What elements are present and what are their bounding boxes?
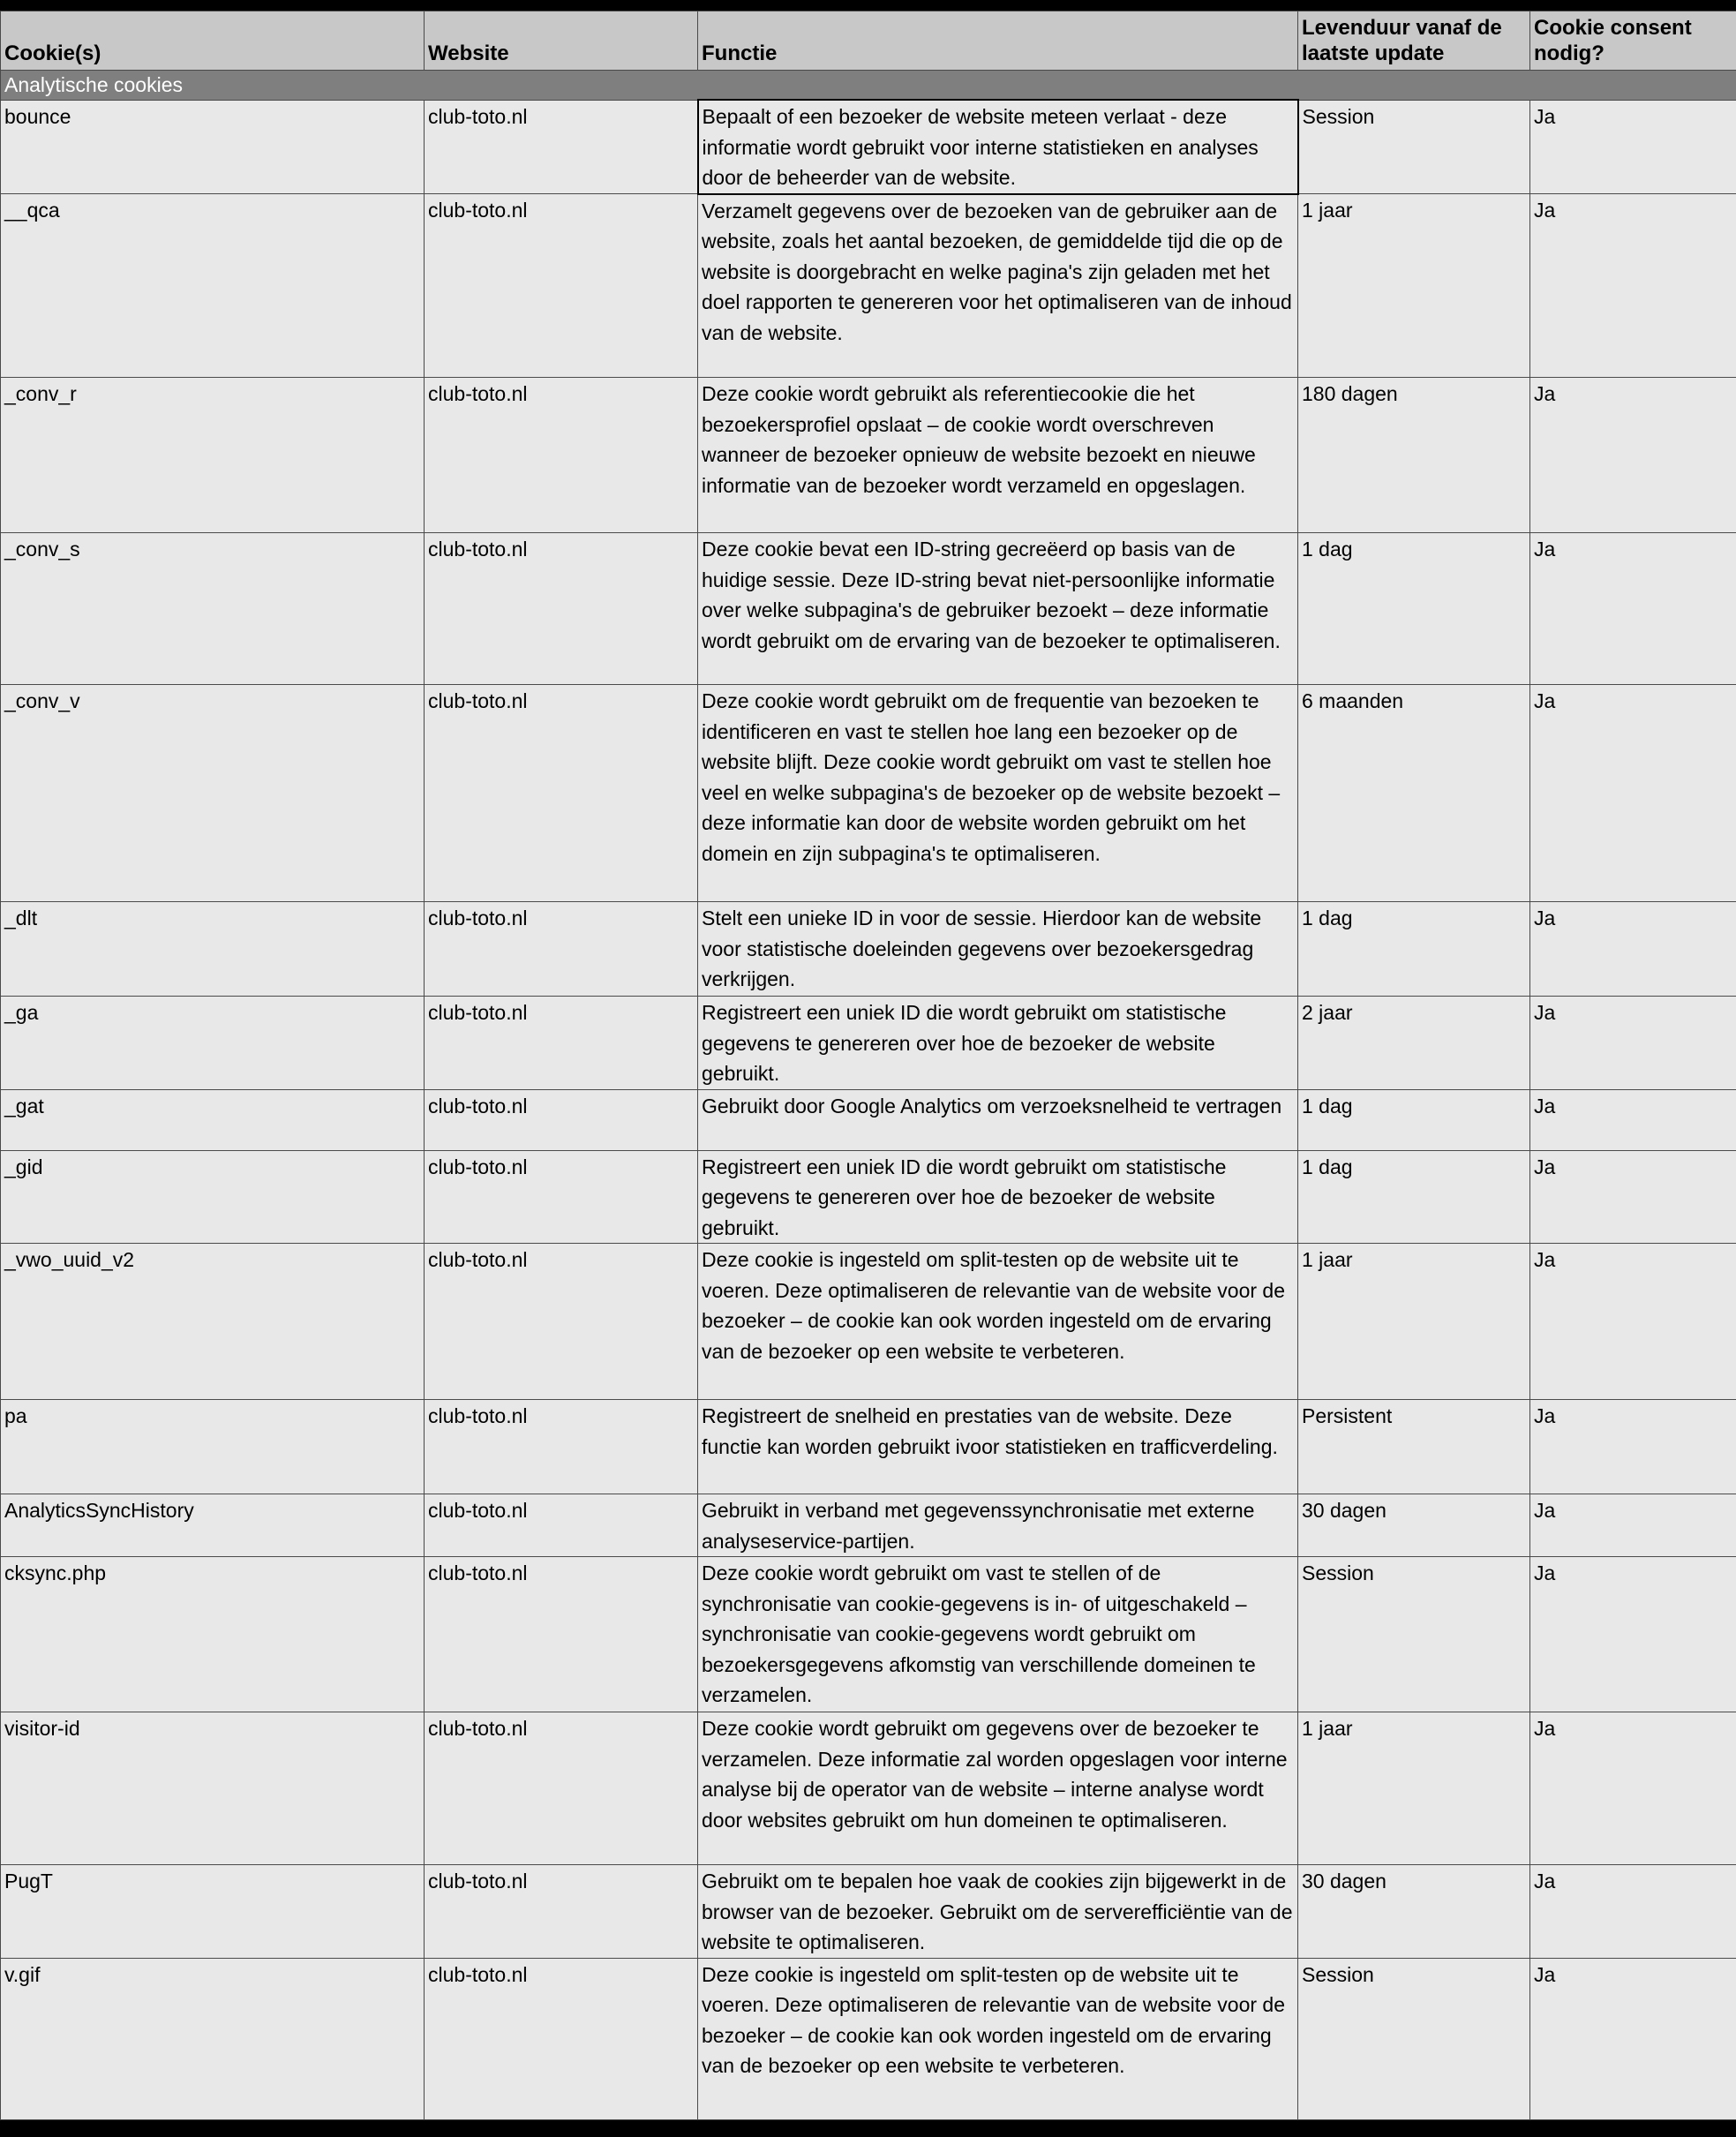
cell-functie[interactable]: Deze cookie wordt gebruikt als referentiecookie die het bezoekersprofiel opslaat – de cookie wordt overschreven wanneer de bezoeker opnieuw de website bezoekt en nieuwe informatie van de bezoeker wordt verzameld en opgeslagen. [698,378,1298,533]
cell-cookie[interactable]: _ga [1,997,425,1090]
cell-lifetime[interactable]: 2 jaar [1298,997,1530,1090]
cell-consent[interactable]: Ja [1530,1557,1736,1712]
cell-cookie[interactable]: __qca [1,194,425,378]
cell-functie[interactable]: Deze cookie wordt gebruikt om vast te stellen of de synchronisatie van cookie-gegevens is in- of uitgeschakeld – synchronisatie van cookie-gegevens wordt gebruikt om bezoekersgegevens afkomstig van verschillende domeinen te verzamelen. [698,1557,1298,1712]
cell-cookie[interactable]: _conv_v [1,685,425,902]
bottom-black-bar [0,2120,1736,2137]
cell-functie[interactable]: Deze cookie wordt gebruikt om gegevens over de bezoeker te verzamelen. Deze informatie zal worden opgeslagen voor interne analyse bij de operator van de website – interne analyse wordt door websites gebruikt om hun domeinen te optimaliseren. [698,1712,1298,1865]
table-row [1,1557,1736,1712]
cell-cookie[interactable]: bounce [1,100,425,194]
cell-lifetime[interactable]: Session [1298,1958,1530,2119]
table-row [1,1958,1736,2119]
cell-consent[interactable]: Ja [1530,1150,1736,1244]
table-row [1,1150,1736,1244]
table-row [1,1865,1736,1959]
header-row [1,11,1736,71]
table-row [1,997,1736,1090]
table-row [1,1494,1736,1557]
cell-lifetime[interactable]: 1 dag [1298,1089,1530,1150]
table-row [1,902,1736,997]
cell-lifetime[interactable]: Session [1298,1557,1530,1712]
cell-cookie[interactable]: pa [1,1400,425,1494]
cell-website[interactable]: club-toto.nl [425,1400,698,1494]
cell-website[interactable]: club-toto.nl [425,1244,698,1400]
col-header-functie[interactable]: Functie [698,11,1298,71]
col-header-consent[interactable]: Cookie consent nodig? [1530,11,1736,71]
cell-cookie[interactable]: AnalyticsSyncHistory [1,1494,425,1557]
cell-consent[interactable]: Ja [1530,1400,1736,1494]
cell-lifetime[interactable]: 6 maanden [1298,685,1530,902]
table-row [1,378,1736,533]
table-row [1,1089,1736,1150]
top-black-bar [0,0,1736,11]
table-row [1,1712,1736,1865]
cell-cookie[interactable]: PugT [1,1865,425,1959]
cell-functie[interactable]: Gebruikt om te bepalen hoe vaak de cookies zijn bijgewerkt in de browser van de bezoeker. Gebruikt om de serverefficiëntie van de website te optimaliseren. [698,1865,1298,1959]
cell-cookie[interactable]: _conv_s [1,533,425,685]
table-row [1,533,1736,685]
cell-cookie[interactable]: _gat [1,1089,425,1150]
cell-functie[interactable]: Gebruikt in verband met gegevenssynchronisatie met externe analyseservice-partijen. [698,1494,1298,1557]
cell-cookie[interactable]: cksync.php [1,1557,425,1712]
cell-website[interactable]: club-toto.nl [425,902,698,997]
cell-lifetime[interactable]: 1 dag [1298,902,1530,997]
table-row [1,194,1736,378]
cell-functie[interactable]: Deze cookie bevat een ID-string gecreëerd op basis van de huidige sessie. Deze ID-string bevat niet-persoonlijke informatie over welke subpagina's de gebruiker bezoekt – deze informatie wordt gebruikt om de ervaring van de bezoeker te optimaliseren. [698,533,1298,685]
cell-website[interactable]: club-toto.nl [425,1958,698,2119]
cell-consent[interactable]: Ja [1530,997,1736,1090]
cell-lifetime[interactable]: 30 dagen [1298,1865,1530,1959]
cell-consent[interactable]: Ja [1530,685,1736,902]
cell-consent[interactable]: Ja [1530,100,1736,194]
cell-cookie[interactable]: visitor-id [1,1712,425,1865]
cell-consent[interactable]: Ja [1530,1494,1736,1557]
cell-consent[interactable]: Ja [1530,1712,1736,1865]
cell-consent[interactable]: Ja [1530,1089,1736,1150]
cell-functie[interactable]: Bepaalt of een bezoeker de website meteen verlaat - deze informatie wordt gebruikt voor interne statistieken en analyses door de beheerder van de website. [698,100,1298,194]
table-row [1,685,1736,902]
cell-functie[interactable]: Deze cookie wordt gebruikt om de frequentie van bezoeken te identificeren en vast te stellen hoe lang een bezoeker op de website blijft. Deze cookie wordt gebruikt om vast te stellen hoe veel en welke subpagina's de bezoeker op de website bezoekt – deze informatie kan door de website worden gebruikt om het domein en zijn subpagina's te optimaliseren. [698,685,1298,902]
cell-website[interactable]: club-toto.nl [425,1557,698,1712]
cell-lifetime[interactable]: Session [1298,100,1530,194]
cell-functie[interactable]: Registreert de snelheid en prestaties van de website. Deze functie kan worden gebruikt ivoor statistieken en trafficverdeling. [698,1400,1298,1494]
cell-website[interactable]: club-toto.nl [425,1865,698,1959]
table-row [1,100,1736,194]
cell-consent[interactable]: Ja [1530,1244,1736,1400]
cell-lifetime[interactable]: 1 dag [1298,533,1530,685]
section-row [1,71,1736,101]
col-header-website[interactable]: Website [425,11,698,71]
cell-website[interactable]: club-toto.nl [425,685,698,902]
cell-consent[interactable]: Ja [1530,533,1736,685]
cell-consent[interactable]: Ja [1530,902,1736,997]
cell-website[interactable]: club-toto.nl [425,1712,698,1865]
cell-consent[interactable]: Ja [1530,378,1736,533]
cell-functie[interactable]: Gebruikt door Google Analytics om verzoeksnelheid te vertragen [698,1089,1298,1150]
cell-website[interactable]: club-toto.nl [425,1494,698,1557]
cell-cookie[interactable]: _vwo_uuid_v2 [1,1244,425,1400]
cell-website[interactable]: club-toto.nl [425,194,698,378]
cell-functie[interactable]: Stelt een unieke ID in voor de sessie. Hierdoor kan de website voor statistische doeleinden gegevens over bezoekersgedrag verkrijgen. [698,902,1298,997]
cell-consent[interactable]: Ja [1530,1865,1736,1959]
cell-lifetime[interactable]: 1 dag [1298,1150,1530,1244]
cell-website[interactable]: club-toto.nl [425,533,698,685]
cell-consent[interactable]: Ja [1530,1958,1736,2119]
cell-website[interactable]: club-toto.nl [425,1150,698,1244]
cell-cookie[interactable]: v.gif [1,1958,425,2119]
cookie-table [0,11,1736,2120]
cell-website[interactable]: club-toto.nl [425,378,698,533]
cell-cookie[interactable]: _gid [1,1150,425,1244]
cell-lifetime[interactable]: 1 jaar [1298,194,1530,378]
cell-functie[interactable]: Deze cookie is ingesteld om split-testen op de website uit te voeren. Deze optimaliseren de relevantie van de website voor de bezoeker – de cookie kan ook worden ingesteld om de ervaring van de bezoeker op een website te verbeteren. [698,1244,1298,1400]
cell-lifetime[interactable]: Persistent [1298,1400,1530,1494]
cell-functie[interactable]: Registreert een uniek ID die wordt gebruikt om statistische gegevens te genereren over hoe de bezoeker de website gebruikt. [698,997,1298,1090]
section-header[interactable]: Analytische cookies [1,71,1736,101]
cell-functie[interactable]: Verzamelt gegevens over de bezoeken van de gebruiker aan de website, zoals het aantal bezoeken, de gemiddelde tijd die op de website is doorgebracht en welke pagina's zijn geladen met het doel rapporten te genereren voor het optimaliseren van de inhoud van de website. [698,194,1298,378]
col-header-lifetime[interactable]: Levenduur vanaf de laatste update [1298,11,1530,71]
cell-lifetime[interactable]: 180 dagen [1298,378,1530,533]
cell-functie[interactable]: Deze cookie is ingesteld om split-testen op de website uit te voeren. Deze optimaliseren de relevantie van de website voor de bezoeker – de cookie kan ook worden ingesteld om de ervaring van de bezoeker op een website te verbeteren. [698,1958,1298,2119]
cell-website[interactable]: club-toto.nl [425,1089,698,1150]
cell-website[interactable]: club-toto.nl [425,100,698,194]
col-header-cookies[interactable]: Cookie(s) [1,11,425,71]
cell-lifetime[interactable]: 30 dagen [1298,1494,1530,1557]
cell-cookie[interactable]: _conv_r [1,378,425,533]
cell-consent[interactable]: Ja [1530,194,1736,378]
cell-cookie[interactable]: _dlt [1,902,425,997]
table-row [1,1244,1736,1400]
cell-lifetime[interactable]: 1 jaar [1298,1712,1530,1865]
cell-functie[interactable]: Registreert een uniek ID die wordt gebruikt om statistische gegevens te genereren over hoe de bezoeker de website gebruikt. [698,1150,1298,1244]
table-row [1,1400,1736,1494]
cell-website[interactable]: club-toto.nl [425,997,698,1090]
cell-lifetime[interactable]: 1 jaar [1298,1244,1530,1400]
